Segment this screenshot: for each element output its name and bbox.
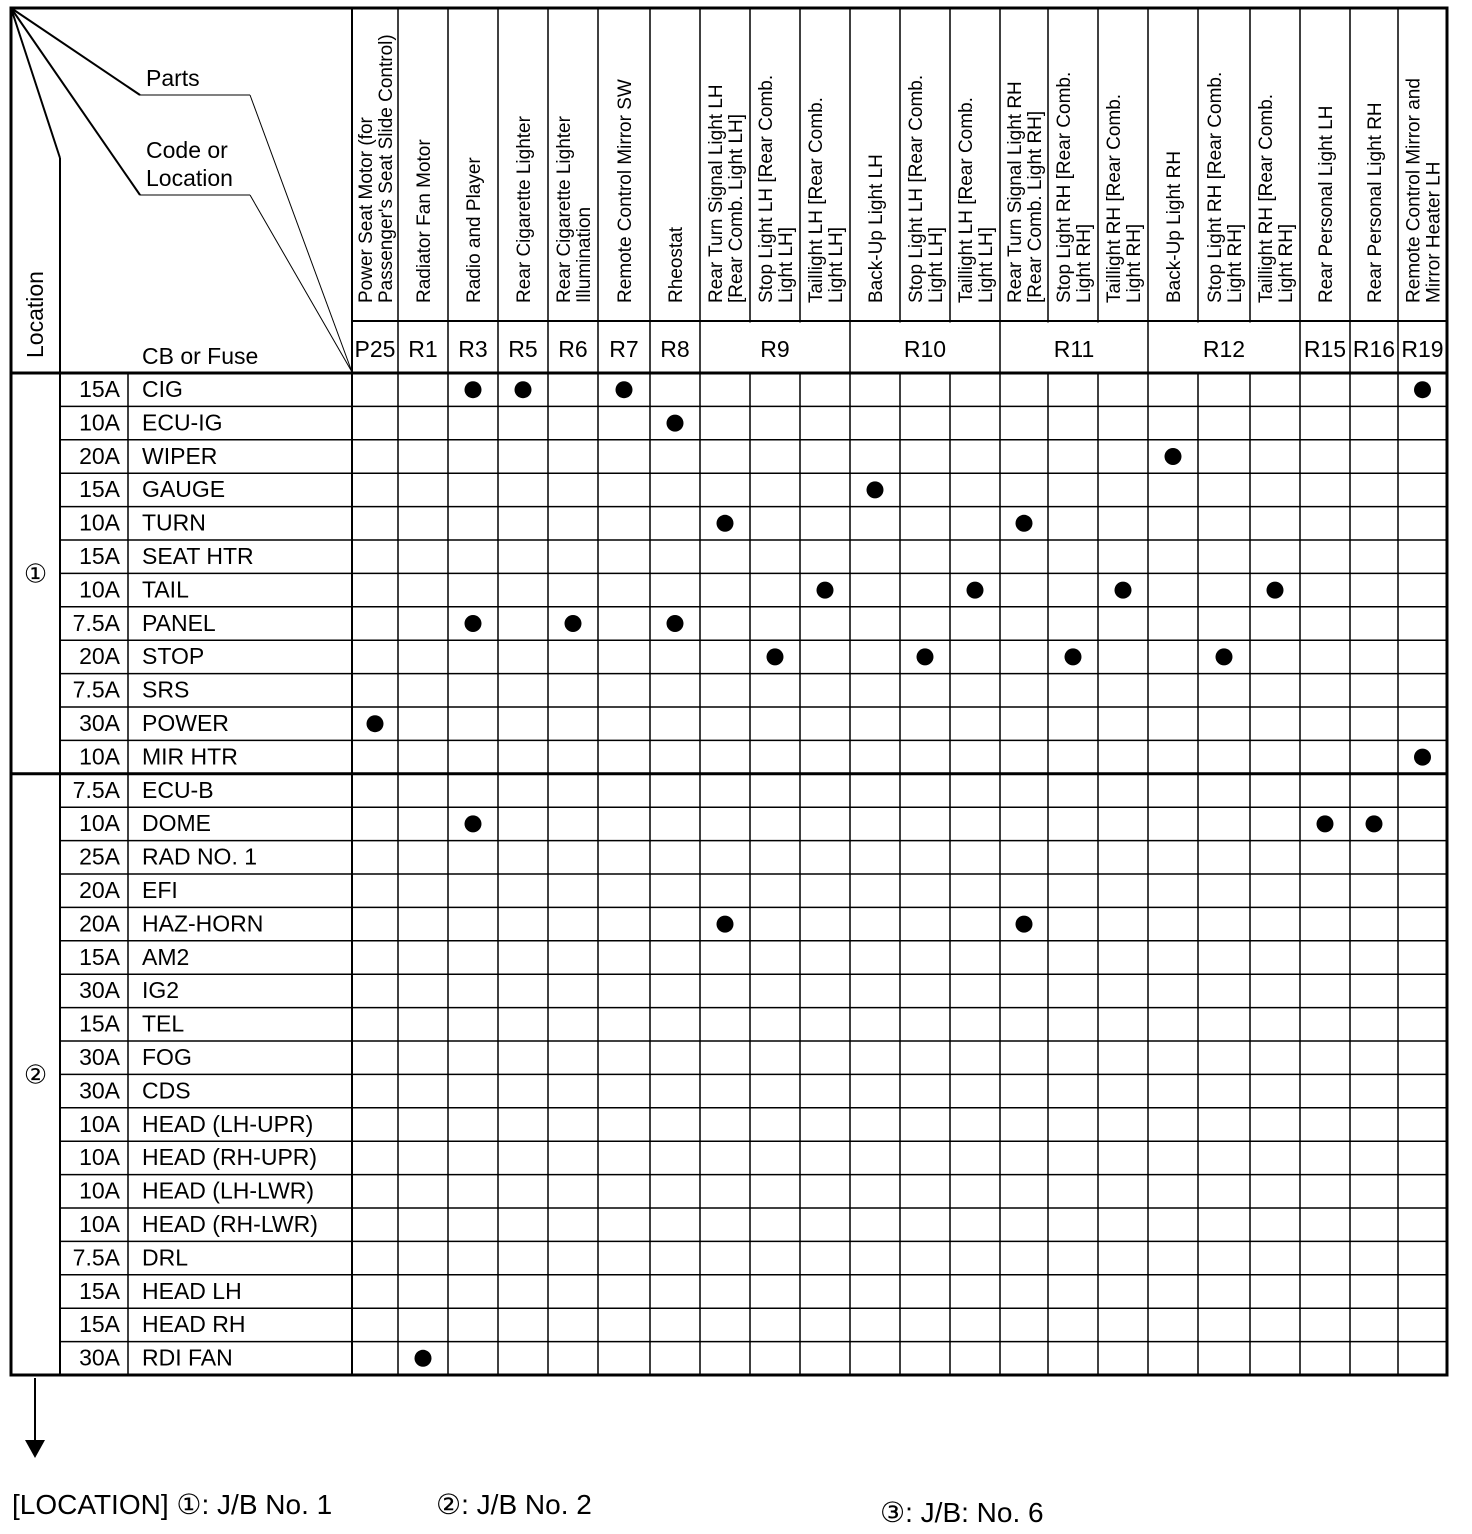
column-header-text: Radio and Player (464, 157, 485, 303)
fuse-name: RAD NO. 1 (142, 843, 258, 870)
fuse-amperage: 20A (79, 442, 120, 469)
column-header-text: Rear Cigarette Lighter (554, 116, 575, 303)
connection-dot (565, 615, 582, 632)
connection-dot (667, 615, 684, 632)
fuse-amperage: 10A (79, 810, 120, 837)
fuse-amperage: 15A (79, 1311, 120, 1338)
connection-dot (616, 381, 633, 398)
column-header-text: Light LH] (826, 226, 847, 303)
code-label-line2: Location (146, 165, 233, 191)
fuse-name: HEAD (RH-UPR) (142, 1144, 318, 1171)
connection-dot (465, 381, 482, 398)
fuse-amperage: 10A (79, 1110, 120, 1137)
legend-location-2: ②: J/B No. 2 (436, 1489, 592, 1520)
fuse-amperage: 20A (79, 910, 120, 937)
leader-line (250, 195, 352, 372)
connector-code: P25 (354, 336, 396, 362)
connection-dot (367, 715, 384, 732)
fuse-amperage: 15A (79, 476, 120, 503)
fuse-name: HEAD RH (142, 1311, 246, 1338)
fuse-amperage: 20A (79, 643, 120, 670)
connection-dot (917, 648, 934, 665)
fuse-name: TAIL (142, 576, 189, 603)
fuse-name: GAUGE (142, 476, 226, 503)
column-header-text: Passenger's Seat Slide Control) (376, 34, 397, 303)
column-header-text: Light RH] (1276, 223, 1297, 303)
column-header-text: Power Seat Motor (for (356, 117, 377, 303)
fuse-name: STOP (142, 643, 205, 670)
fuse-amperage: 15A (79, 1277, 120, 1304)
legend-location-3: ③: J/B: No. 6 (880, 1497, 1044, 1528)
connection-dot (1366, 815, 1383, 832)
connection-dot (717, 515, 734, 532)
column-header-text: Rear Cigarette Lighter (514, 116, 535, 303)
fuse-amperage: 7.5A (72, 1244, 120, 1271)
fuse-amperage: 10A (79, 743, 120, 770)
connection-dot (1016, 916, 1033, 933)
location-label: Location (22, 271, 48, 358)
fuse-amperage: 20A (79, 877, 120, 904)
fuse-name: IG2 (142, 977, 180, 1004)
fuse-name: WIPER (142, 442, 218, 469)
column-header-text: Stop Light LH [Rear Comb. (756, 74, 777, 303)
connection-dot (1165, 448, 1182, 465)
fuse-name: POWER (142, 710, 229, 737)
connector-code: R16 (1352, 336, 1396, 362)
connection-dot (867, 481, 884, 498)
column-header-text: Rheostat (666, 226, 687, 303)
code-row (355, 323, 1444, 372)
arrow-head (25, 1440, 45, 1458)
column-header-text: Remote Control Mirror and (1403, 78, 1425, 303)
fuse-amperage: 30A (79, 710, 120, 737)
fuse-name: DOME (142, 810, 211, 837)
column-header-text: Light RH] (1225, 223, 1246, 303)
fuse-name: TURN (142, 509, 206, 536)
column-header-text: Stop Light RH [Rear Comb. (1205, 71, 1226, 303)
connection-dot (1016, 515, 1033, 532)
connection-dot (1414, 381, 1431, 398)
fuse-amperage: 15A (79, 543, 120, 570)
fuse-amperage: 30A (79, 1344, 120, 1371)
column-header-text: Light LH] (976, 226, 997, 303)
connection-dot (717, 916, 734, 933)
cb-fuse-label: CB or Fuse (142, 343, 259, 369)
fuse-amperage: 30A (79, 977, 120, 1004)
connector-code: R7 (609, 336, 639, 362)
fuse-name: ECU-IG (142, 409, 223, 436)
legend-location-1: [LOCATION] ①: J/B No. 1 (12, 1489, 333, 1520)
fuse-name: MIR HTR (142, 743, 238, 770)
fuse-amperage: 10A (79, 509, 120, 536)
column-header-text: Stop Light LH [Rear Comb. (906, 74, 927, 303)
connection-dot (1414, 749, 1431, 766)
fuse-name: TEL (142, 1010, 185, 1037)
fuse-name: HEAD (LH-UPR) (142, 1110, 314, 1137)
column-header-text: Taillight RH [Rear Comb. (1256, 93, 1277, 303)
fuse-amperage: 25A (79, 843, 120, 870)
connection-dot (1065, 648, 1082, 665)
fuse-amperage: 15A (79, 1010, 120, 1037)
column-header-text: Mirror Heater LH (1423, 161, 1445, 303)
parts-label: Parts (146, 65, 200, 91)
column-header-text: Stop Light RH [Rear Comb. (1054, 71, 1075, 303)
fuse-amperage: 7.5A (72, 776, 120, 803)
connection-dot (1267, 582, 1284, 599)
column-header-text: Rear Personal Light LH (1316, 105, 1337, 303)
column-header-text: Taillight LH [Rear Comb. (956, 97, 977, 303)
fuse-name: CDS (142, 1077, 191, 1104)
fuse-amperage: 15A (79, 943, 120, 970)
diagonal-line (11, 8, 140, 195)
fuse-amperage: 10A (79, 576, 120, 603)
connector-code: R19 (1401, 336, 1444, 362)
fuse-name: ECU-B (142, 776, 214, 803)
connection-dot (817, 582, 834, 599)
fuse-amperage: 30A (79, 1044, 120, 1071)
fuse-name: AM2 (142, 943, 190, 970)
connection-dot (1317, 815, 1334, 832)
connector-code: R9 (760, 336, 790, 362)
fuse-name: RDI FAN (142, 1344, 233, 1371)
fuse-amperage: 7.5A (72, 609, 120, 636)
location-marker: ② (23, 1059, 48, 1090)
fuse-name: SEAT HTR (142, 543, 254, 570)
column-header-text: Illumination (574, 206, 595, 303)
column-header-text: Light LH] (926, 226, 947, 303)
diagonal-line (11, 8, 60, 158)
connector-code: R11 (1053, 336, 1095, 362)
connector-code: R8 (660, 336, 690, 362)
column-header-text: Rear Turn Signal Light LH (706, 84, 727, 303)
column-header-text: Taillight LH [Rear Comb. (806, 97, 827, 303)
column-header-text: Light LH] (776, 226, 797, 303)
connector-code: R12 (1202, 336, 1246, 362)
column-header-text: Rear Personal Light RH (1365, 102, 1386, 303)
fuse-amperage: 30A (79, 1077, 120, 1104)
column-header-text: Remote Control Mirror SW (615, 79, 636, 303)
column-header-text: Back-Up Light RH (1164, 150, 1185, 303)
leader-line (250, 95, 352, 372)
connection-dot (967, 582, 984, 599)
connection-dot (1216, 648, 1233, 665)
connector-code: R1 (408, 336, 438, 362)
fuse-name: PANEL (142, 609, 216, 636)
connector-code: R15 (1303, 336, 1347, 362)
fuse-name: DRL (142, 1244, 189, 1271)
connection-dot (465, 815, 482, 832)
fuse-amperage: 10A (79, 409, 120, 436)
fuse-amperage: 15A (79, 376, 120, 403)
diagonal-line (11, 8, 140, 95)
fuse-name: HAZ-HORN (142, 910, 264, 937)
connection-dot (515, 381, 532, 398)
fuse-name: SRS (142, 676, 190, 703)
fuse-name: FOG (142, 1044, 192, 1071)
connector-code: R6 (558, 336, 588, 362)
connector-code: R10 (903, 336, 947, 362)
corner-header (22, 65, 258, 369)
code-label-line1: Code or (146, 137, 228, 163)
connector-code: R5 (508, 336, 538, 362)
column-header-text: [Rear Comb. Light RH] (1025, 110, 1046, 303)
fuse-name: HEAD LH (142, 1277, 242, 1304)
fuse-amperage: 10A (79, 1177, 120, 1204)
column-header-text: Radiator Fan Motor (414, 139, 435, 303)
fuse-name: HEAD (LH-LWR) (142, 1177, 315, 1204)
connection-dot (1115, 582, 1132, 599)
fuse-amperage: 10A (79, 1144, 120, 1171)
column-header-text: Rear Turn Signal Light RH (1005, 81, 1026, 303)
fuse-amperage: 7.5A (72, 676, 120, 703)
column-header-text: [Rear Comb. Light LH] (726, 113, 747, 303)
column-header-text: Light RH] (1074, 223, 1095, 303)
fuse-name: EFI (142, 877, 178, 904)
connector-code: R3 (458, 336, 488, 362)
fuse-amperage: 10A (79, 1211, 120, 1238)
location-marker: ① (23, 558, 48, 589)
location-arrow (25, 1378, 45, 1458)
connection-dot (667, 415, 684, 432)
column-header-text: Back-Up Light LH (866, 154, 887, 303)
column-header-text: Taillight RH [Rear Comb. (1104, 93, 1125, 303)
fuse-name: HEAD (RH-LWR) (142, 1211, 318, 1238)
connection-dot (465, 615, 482, 632)
fuse-name: CIG (142, 376, 183, 403)
connection-dot (415, 1350, 432, 1367)
column-header-text: Light RH] (1124, 223, 1145, 303)
connection-dot (767, 648, 784, 665)
